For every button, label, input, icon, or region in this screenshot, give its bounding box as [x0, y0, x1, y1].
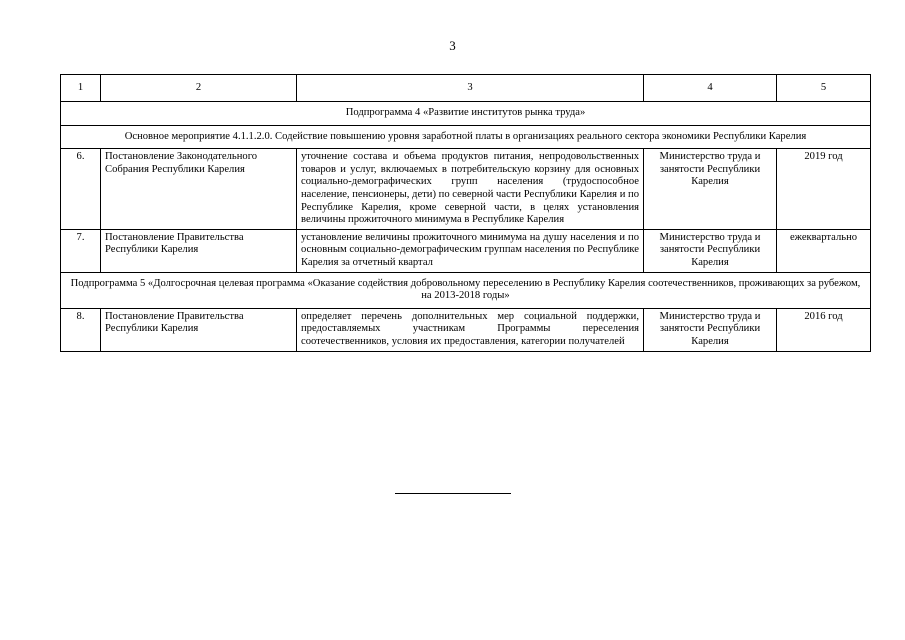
row-number: 8.	[61, 308, 101, 351]
subprogram-5-heading: Подпрограмма 5 «Долгосрочная целевая программа «Оказание содействия добровольному переселению в Республику Карелия соотечественников, проживающих за рубежом, на 2013-2018 годы»	[61, 272, 871, 308]
description: уточнение состава и объема продуктов питания, непродовольственных товаров и услуг, включаемых в потребительскую корзину для основных социально-демографических групп населения (трудоспособное население, пенсионеры, дети) по северной части Республики Карелия и по Республике Карелия, кроме северной части, в целях установления величины прожиточного минимума в Республике Карелия	[297, 149, 644, 230]
term: 2016 год	[777, 308, 871, 351]
column-header: 2	[101, 75, 297, 102]
table-row	[61, 149, 871, 230]
section-row	[61, 125, 871, 149]
document-type: Постановление Законодательного Собрания Республики Карелия	[101, 149, 297, 230]
column-header: 4	[644, 75, 777, 102]
subprogram-4-heading: Подпрограмма 4 «Развитие институтов рынка труда»	[61, 102, 871, 126]
document-type: Постановление Правительства Республики Карелия	[101, 229, 297, 272]
end-divider-line	[395, 493, 511, 494]
table-row	[61, 229, 871, 272]
main-activity-heading: Основное мероприятие 4.1.1.2.0. Содействие повышению уровня заработной платы в организациях реального сектора экономики Республики Карелия	[61, 125, 871, 149]
column-header: 5	[777, 75, 871, 102]
document-type: Постановление Правительства Республики Карелия	[101, 308, 297, 351]
description: установление величины прожиточного минимума на душу населения и по основным социально-демографическим группам населения по Республике Карелия за отчетный квартал	[297, 229, 644, 272]
term: ежеквартально	[777, 229, 871, 272]
row-number: 6.	[61, 149, 101, 230]
description: определяет перечень дополнительных мер социальной поддержки, предоставляемых участникам Программы переселения соотечественников, условия их предоставления, категории получателей	[297, 308, 644, 351]
column-header: 3	[297, 75, 644, 102]
responsible: Министерство труда и занятости Республики Карелия	[644, 229, 777, 272]
column-header: 1	[61, 75, 101, 102]
row-number: 7.	[61, 229, 101, 272]
responsible: Министерство труда и занятости Республики Карелия	[644, 149, 777, 230]
responsible: Министерство труда и занятости Республики Карелия	[644, 308, 777, 351]
table-header-row	[61, 75, 871, 102]
table-row	[61, 308, 871, 351]
term: 2019 год	[777, 149, 871, 230]
section-row	[61, 272, 871, 308]
section-row	[61, 102, 871, 126]
document-table	[60, 74, 871, 352]
page-number: 3	[449, 38, 456, 53]
